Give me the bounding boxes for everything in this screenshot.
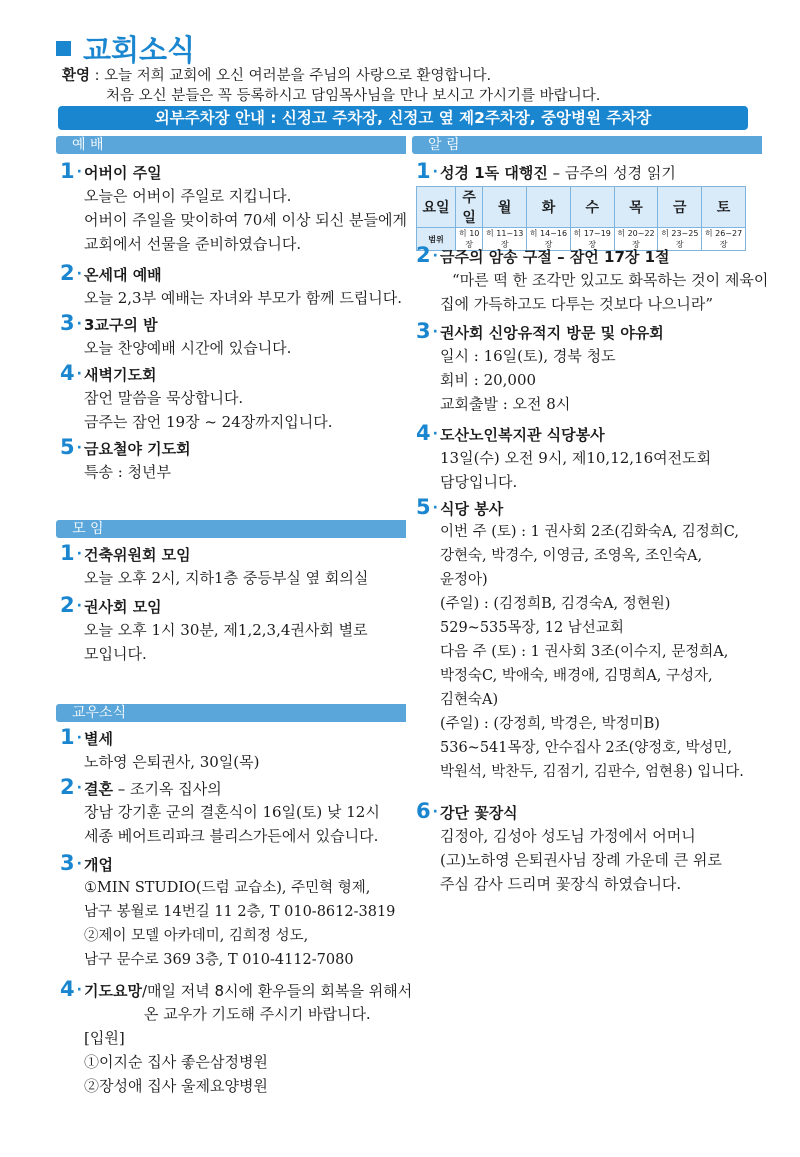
- page-title-text: 교회소식: [83, 33, 196, 67]
- members-item-2-title: 결혼 – 조기옥 집사의: [84, 780, 222, 798]
- welcome-line-1: [62, 64, 491, 85]
- notice-item-3-body: 일시 : 16일(토), 경북 청도 회비 : 20,000 교회출발 : 오전 8시: [440, 347, 616, 413]
- table-header-cell: 금: [658, 187, 702, 228]
- table-header-cell: 월: [483, 187, 527, 228]
- welcome-line-2: 처음 오신 분들은 꼭 등록하시고 담임목사님을 만나 보시고 가시기를 바랍니다.: [106, 88, 601, 104]
- worship-item-5-title: 금요철야 기도회: [84, 440, 191, 458]
- members-item-4-body: 온 교우가 기도해 주시기 바랍니다. [입원] ①이지순 집사 좋은삼정병원 ②장성애 집사 울제요양병원: [84, 1005, 371, 1095]
- notice-item-3-number: 3 ·: [416, 319, 438, 343]
- members-item-2-body: 장남 강기훈 군의 결혼식이 16일(토) 낮 12시 세종 베어트리파크 블리스가든에서 있습니다.: [84, 803, 380, 845]
- notice-item-5-title: 식당 봉사: [440, 500, 504, 518]
- meeting-section-header: 모 임: [56, 520, 406, 538]
- members-item-1-body: 노하영 은퇴권사, 30일(목): [84, 753, 260, 771]
- meeting-item-1-body: 오늘 오후 2시, 지하1층 중등부실 옆 회의실: [84, 569, 369, 587]
- notice-section-header: 알 림: [412, 136, 762, 154]
- meeting-item-1-title: 건축위원회 모임: [84, 546, 191, 564]
- table-header-cell: 수: [570, 187, 614, 228]
- table-header-cell: 주일: [456, 187, 483, 228]
- table-cell: 히 23~25장: [658, 228, 702, 251]
- table-cell: 히 14~16장: [527, 228, 571, 251]
- members-item-3-title: 개업: [84, 856, 113, 874]
- members-item-4-number: 4 ·: [60, 977, 82, 1001]
- table-cell: 히 11~13장: [483, 228, 527, 251]
- table-header-cell: 요일: [417, 187, 456, 228]
- table-cell: 히 17~19장: [570, 228, 614, 251]
- meeting-item-2-body: 오늘 오후 1시 30분, 제1,2,3,4권사회 별로 모입니다.: [84, 621, 368, 663]
- notice-item-6-body: 김정아, 김성아 성도님 가정에서 어머니 (고)노하영 은퇴권사님 장례 가운데 큰 위로 주심 감사 드리며 꽃장식 하였습니다.: [440, 827, 722, 893]
- notice-item-6-number: 6 ·: [416, 799, 438, 823]
- notice-item-1-title: 성경 1독 대행진 – 금주의 성경 읽기: [440, 164, 676, 182]
- table-cell: 히 20~22장: [614, 228, 658, 251]
- worship-item-1-title: 어버이 주일: [84, 164, 162, 182]
- worship-item-2-number: 2 ·: [60, 261, 82, 285]
- reading-table-header-row: [417, 187, 746, 228]
- notice-item-2-body: “마른 떡 한 조각만 있고도 화목하는 것이 제육이 집에 가득하고도 다투는 것보다 나으니라”: [440, 271, 769, 313]
- worship-item-3-body: 오늘 찬양예배 시간에 있습니다.: [84, 339, 292, 357]
- worship-item-1-number: 1 ·: [60, 159, 82, 183]
- worship-item-3-title: 3교구의 밤: [84, 316, 158, 334]
- worship-item-4-number: 4 ·: [60, 361, 82, 385]
- members-item-3-number: 3 ·: [60, 851, 82, 875]
- page-title: [56, 28, 195, 69]
- notice-item-4-number: 4 ·: [416, 421, 438, 445]
- meeting-item-2-number: 2 ·: [60, 593, 82, 617]
- notice-item-5-number: 5 ·: [416, 495, 438, 519]
- notice-item-6-title: 강단 꽃장식: [440, 804, 518, 822]
- notice-item-1-number: 1 ·: [416, 159, 438, 183]
- table-header-cell: 토: [702, 187, 746, 228]
- square-bullet-icon: [56, 41, 71, 56]
- members-item-1-title: 별세: [84, 730, 113, 748]
- worship-item-2-body: 오늘 2,3부 예배는 자녀와 부모가 함께 드립니다.: [84, 289, 403, 307]
- welcome-label: 환영: [62, 68, 91, 84]
- table-cell: 히 26~27장: [702, 228, 746, 251]
- meeting-item-2-title: 권사회 모임: [84, 598, 162, 616]
- members-item-3-body: ①MIN STUDIO(드럼 교습소), 주민혁 형제, 남구 봉월로 14번길 11 2층, T 010-8612-3819 ②제이 모델 아카데미, 김희정 성도, 남구 문수로 369 3층, T 010-4112-7080: [84, 880, 396, 968]
- reading-table: [416, 186, 746, 251]
- notice-item-2-number: 2 ·: [416, 243, 438, 267]
- table-header-cell: 화: [527, 187, 571, 228]
- worship-item-5-number: 5 ·: [60, 435, 82, 459]
- notice-item-3-title: 권사회 신앙유적지 방문 및 야유회: [440, 324, 664, 342]
- members-section-header: 교우소식: [56, 704, 406, 722]
- members-item-2-number: 2 ·: [60, 775, 82, 799]
- notice-item-4-body: 13일(수) 오전 9시, 제10,12,16여전도회 담당입니다.: [440, 449, 712, 491]
- worship-item-5-body: 특송 : 청년부: [84, 463, 172, 481]
- members-item-1-number: 1 ·: [60, 725, 82, 749]
- notice-item-4-title: 도산노인복지관 식당봉사: [440, 426, 605, 444]
- notice-item-2-title: 금주의 암송 구절 – 잠언 17장 1절: [440, 248, 670, 266]
- worship-section-header: 예 배: [56, 136, 406, 154]
- table-row-label: 범위: [417, 228, 456, 251]
- members-item-4-title: 기도요망/매일 저녁 8시에 환우들의 회복을 위해서: [84, 982, 413, 1000]
- worship-item-2-title: 온세대 예배: [84, 266, 162, 284]
- notice-item-5-body: 이번 주 (토) : 1 권사회 2조(김화숙A, 김정희C, 강현숙, 박경수, 이영금, 조영옥, 조인숙A, 윤정아) (주일) : (김정희B, 김경숙A, 정현원) 529~535목장, 12 남선교회 다음 주 (토) : 1 권사회 3조(이수지, 문정희A, 박정숙C, 박애숙, 배경애, 김명희A, 구성자, 김현숙A) (주일) : (강정희, 박경은, 박정미B) 536~541목장, 안수집사 2조(양정호, 박성민, 박원석, 박찬두, 김점기, 김판수, 엄현용) 입니다.: [440, 524, 744, 780]
- worship-item-4-title: 새벽기도회: [84, 366, 157, 384]
- table-header-cell: 목: [614, 187, 658, 228]
- meeting-item-1-number: 1 ·: [60, 541, 82, 565]
- worship-item-3-number: 3 ·: [60, 311, 82, 335]
- worship-item-4-body: 잠언 말씀을 묵상합니다. 금주는 잠언 19장 ~ 24장까지입니다.: [84, 389, 333, 431]
- welcome-text-1: : 오늘 저희 교회에 오신 여러분을 주님의 사랑으로 환영합니다.: [94, 68, 492, 84]
- table-cell: 히 10장: [456, 228, 483, 251]
- parking-banner: 외부주차장 안내 : 신정고 주차장, 신정고 옆 제2주차장, 중앙병원 주차장: [58, 106, 748, 130]
- worship-item-1-body: 오늘은 어버이 주일로 지킵니다. 어버이 주일을 맞이하여 70세 이상 되신 분들에게 교회에서 선물을 준비하였습니다.: [84, 187, 408, 253]
